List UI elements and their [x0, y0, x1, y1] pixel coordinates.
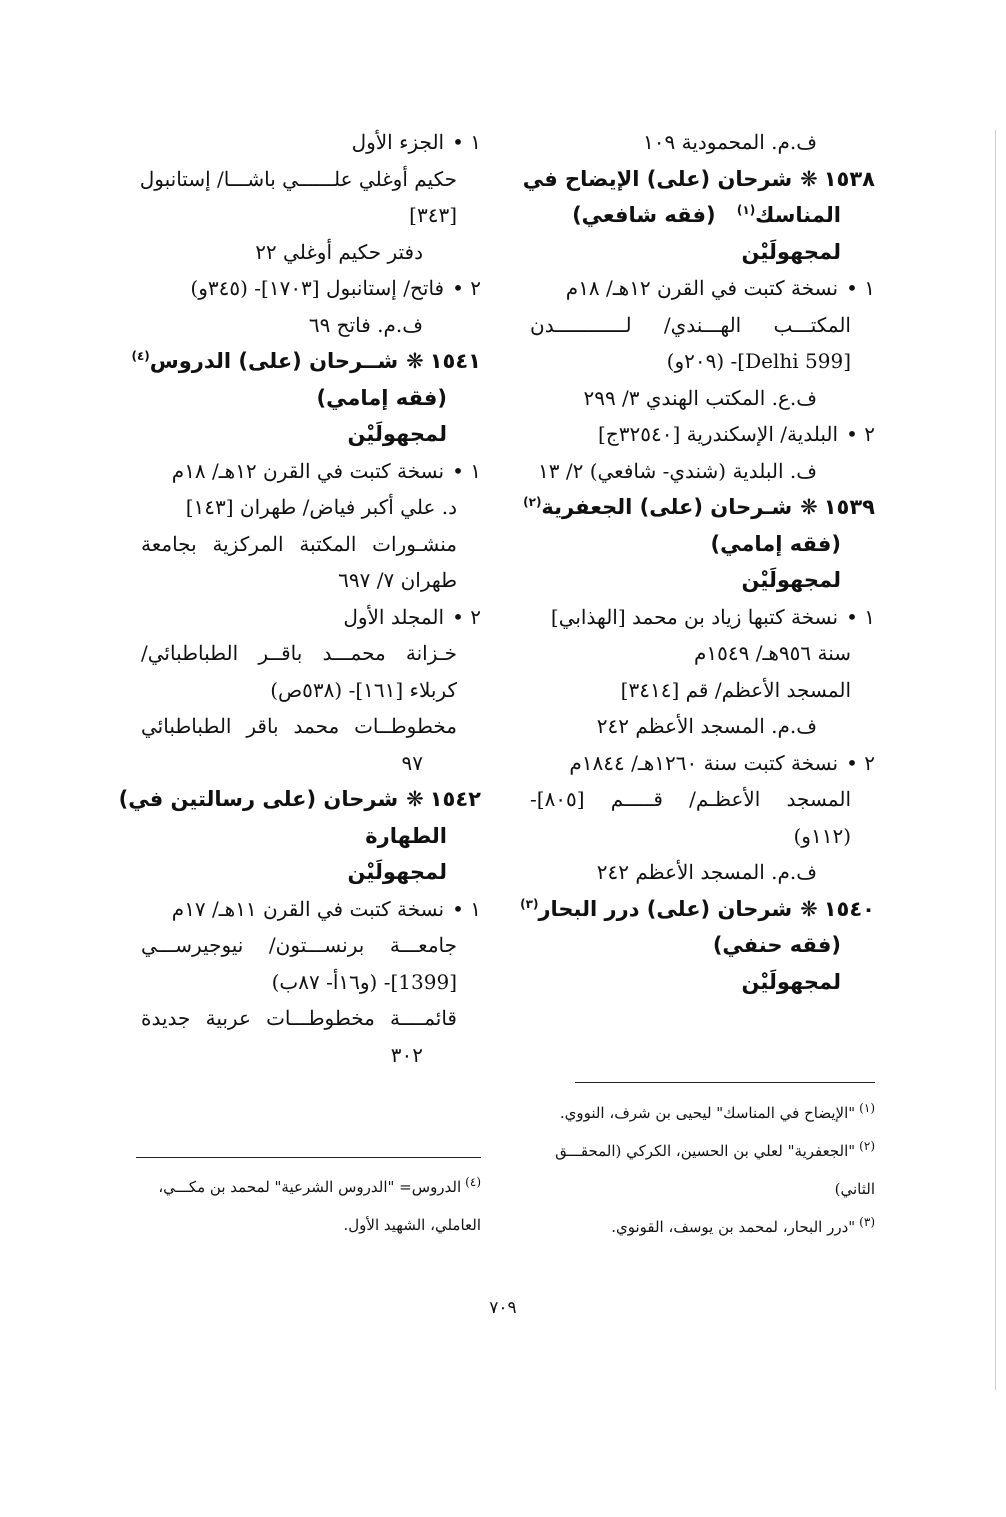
detail-line: د. علي أكبر فياض/ طهران [١٤٣]: [185, 495, 457, 519]
entry-number: ١٥٣٩: [823, 495, 875, 519]
footnote-mark: (٤): [465, 1175, 481, 1189]
item-text: نسخة كتبها زياد بن محمد [الهذابي]: [550, 604, 839, 629]
entry-author: لمجهولَيْن: [347, 860, 447, 884]
manuscript-item: [141, 270, 481, 307]
entry-subject: (فقه حنفي): [712, 933, 841, 957]
entry-marker-icon: ❋: [800, 495, 818, 519]
detail-line: المسجد الأعظم/ قم [٣٤١٤]: [620, 677, 851, 702]
entry-marker-icon: ❋: [800, 166, 818, 191]
entry-author: لمجهولَيْن: [741, 239, 841, 264]
item-bullet: ١ •: [452, 130, 481, 154]
manuscript-item: [530, 745, 875, 782]
footnote-text: الدروس= "الدروس الشرعية" لمحمد بن مكـــي،: [158, 1178, 462, 1196]
footnote-ref: (١): [736, 203, 756, 217]
entry-subject: (فقه إمامي): [710, 531, 841, 556]
item-text: نسخة كتبت في القرن ١١هـ/ ١٧م: [171, 896, 445, 921]
detail-line: [٣٤٣]: [409, 203, 457, 227]
footnote-ref: (٢): [523, 495, 542, 509]
detail-line: جامعـــة برنســـتون/ نيوجيرســـي: [141, 933, 457, 957]
detail-line: المكتـــب الهـــندي/ لــــــــــــدن: [530, 312, 851, 337]
entry-subject: (فقه إمامي): [316, 385, 447, 410]
footnote-mark: (٣): [859, 1215, 875, 1229]
detail-line: (١١٢و): [793, 823, 851, 848]
detail-line: دفتر حكيم أوغلي ٢٢: [255, 239, 423, 264]
footnote-mark: (٢): [859, 1139, 875, 1153]
item-text: نسخة كتبت في القرن ١٢هـ/ ١٨م: [171, 458, 445, 483]
item-text: نسخة كتبت سنة ١٢٦٠هـ/ ١٨٤٤م: [569, 750, 839, 775]
detail-line: ف.م. المسجد الأعظم ٢٤٢: [596, 860, 817, 884]
entry-title: شـرحان (على) الجعفرية: [541, 495, 793, 519]
entry-subject: الطهارة: [365, 823, 447, 848]
detail-line: ف.ع. المكتب الهندي ٣/ ٢٩٩: [583, 385, 817, 410]
footnote-text: "الجعفرية" لعلي بن الحسين، الكركي (المحقـــق: [555, 1142, 856, 1160]
entry-marker-icon: ❋: [406, 349, 424, 373]
entry-number: ١٥٣٨: [823, 166, 875, 191]
footnote-rule-left: [136, 1157, 481, 1158]
entry-title: المناسك: [755, 203, 841, 227]
detail-line: منشـورات المكتبة المركزية بجامعة: [141, 531, 457, 556]
entry-heading: [131, 343, 481, 380]
footnote: [530, 1208, 875, 1246]
detail-line: كربلاء [١٦١]- (٥٣٨ص): [270, 677, 457, 702]
entry-marker-icon: ❋: [406, 787, 424, 811]
item-bullet: ١ •: [846, 276, 875, 300]
footnote: [530, 1170, 875, 1208]
manuscript-item: [530, 599, 875, 636]
footnote: [530, 1132, 875, 1170]
detail-line: طهران ٧/ ٦٩٧: [338, 568, 457, 592]
footnote: [136, 1168, 481, 1206]
footnote-rule-right: [575, 1082, 875, 1083]
footnote-ref: (٤): [131, 349, 150, 363]
item-text: نسخة كتبت في القرن ١٢هـ/ ١٨م: [565, 276, 839, 300]
detail-line: خـزانة محمـــد باقــر الطباطبائي/: [141, 641, 457, 665]
detail-line: [1399]- (و١٦أ- ٨٧ب): [271, 969, 457, 994]
footnote: [136, 1206, 481, 1244]
detail-line: [Delhi 599]- (٢٠٩و): [666, 349, 851, 373]
item-text: الجزء الأول: [351, 130, 445, 154]
entry-marker-icon: ❋: [800, 896, 818, 921]
footnote-text: "درر البحار، لمحمد بن يوسف، القونوي.: [611, 1218, 856, 1236]
entry-heading-continued: [530, 197, 875, 234]
entry-title: شرحان (على رسالتين في): [118, 787, 399, 811]
entry-author: لمجهولَيْن: [347, 422, 447, 446]
detail-line: سنة ٩٥٦هـ/ ١٥٤٩م: [694, 641, 851, 665]
entry-title: شــرحان (على) الدروس: [149, 349, 399, 373]
right-column: [520, 124, 875, 1000]
footnote-text: "الإيضاح في المناسك" ليحيى بن شرف، النووي.: [559, 1104, 856, 1122]
item-bullet: ١ •: [846, 604, 875, 629]
detail-line: ٩٧: [401, 750, 423, 775]
item-bullet: ٢ •: [452, 604, 481, 629]
scan-edge-line: [995, 130, 996, 1390]
detail-line: ٣٠٢: [390, 1042, 423, 1067]
footnote: [530, 1094, 875, 1132]
item-bullet: ١ •: [452, 458, 481, 483]
detail-line: حكيم أوغلي علــــــي باشـــا/ إستانبول: [139, 166, 457, 191]
detail-line: ف.م. المحمودية ١٠٩: [643, 130, 817, 154]
detail-line: قائمــــة مخطوطـــات عربية جديدة: [141, 1006, 457, 1030]
page-number: ٧٠٩: [489, 1298, 517, 1318]
manuscript-item: [141, 891, 481, 928]
footnote-text: العاملي، الشهيد الأول.: [343, 1216, 481, 1234]
detail-line: مخطوطــات محمد باقر الطباطبائي: [141, 714, 457, 738]
entry-author: لمجهولَيْن: [741, 568, 841, 592]
footnotes-right: [530, 1094, 875, 1246]
footnote-mark: (١): [859, 1101, 875, 1115]
item-bullet: ٢ •: [846, 750, 875, 775]
entry-author: لمجهولَيْن: [741, 969, 841, 994]
manuscript-item: [530, 416, 875, 453]
entry-title: شرحان (على) الإيضاح في: [522, 166, 793, 191]
entry-number: ١٥٤٢: [429, 787, 481, 811]
item-bullet: ١ •: [452, 896, 481, 921]
manuscript-item: [141, 124, 481, 161]
footnote-text: الثاني): [834, 1180, 875, 1198]
manuscript-item: [141, 599, 481, 636]
item-text: فاتح/ إستانبول [١٧٠٣]- (٣٤٥و): [190, 276, 445, 300]
item-bullet: ٢ •: [846, 422, 875, 446]
detail-line: المسجد الأعظـم/ قـــــم [٨٠٥]-: [530, 787, 851, 811]
item-text: البلدية/ الإسكندرية [٣٢٥٤٠ج]: [598, 422, 839, 446]
footnotes-left: [136, 1168, 481, 1244]
manuscript-item: [530, 270, 875, 307]
entry-number: ١٥٤٠: [823, 896, 875, 921]
item-bullet: ٢ •: [452, 276, 481, 300]
item-text: المجلد الأول: [343, 604, 445, 629]
detail-line: ف. البلدية (شندي- شافعي) ٢/ ١٣: [538, 458, 817, 483]
manuscript-item: [141, 453, 481, 490]
entry-title: شرحان (على) درر البحار: [538, 896, 793, 921]
entry-heading: [520, 891, 875, 928]
detail-line: ف.م. فاتح ٦٩: [308, 312, 423, 337]
footnote-ref: (٣): [520, 896, 539, 911]
entry-number: ١٥٤١: [429, 349, 481, 373]
entry-heading: [522, 161, 875, 198]
entry-heading: [523, 489, 875, 526]
detail-line: ف.م. المسجد الأعظم ٢٤٢: [596, 714, 817, 738]
left-column: [118, 124, 481, 1073]
entry-heading: [118, 781, 481, 818]
entry-subject: (فقه شافعي): [572, 203, 723, 227]
